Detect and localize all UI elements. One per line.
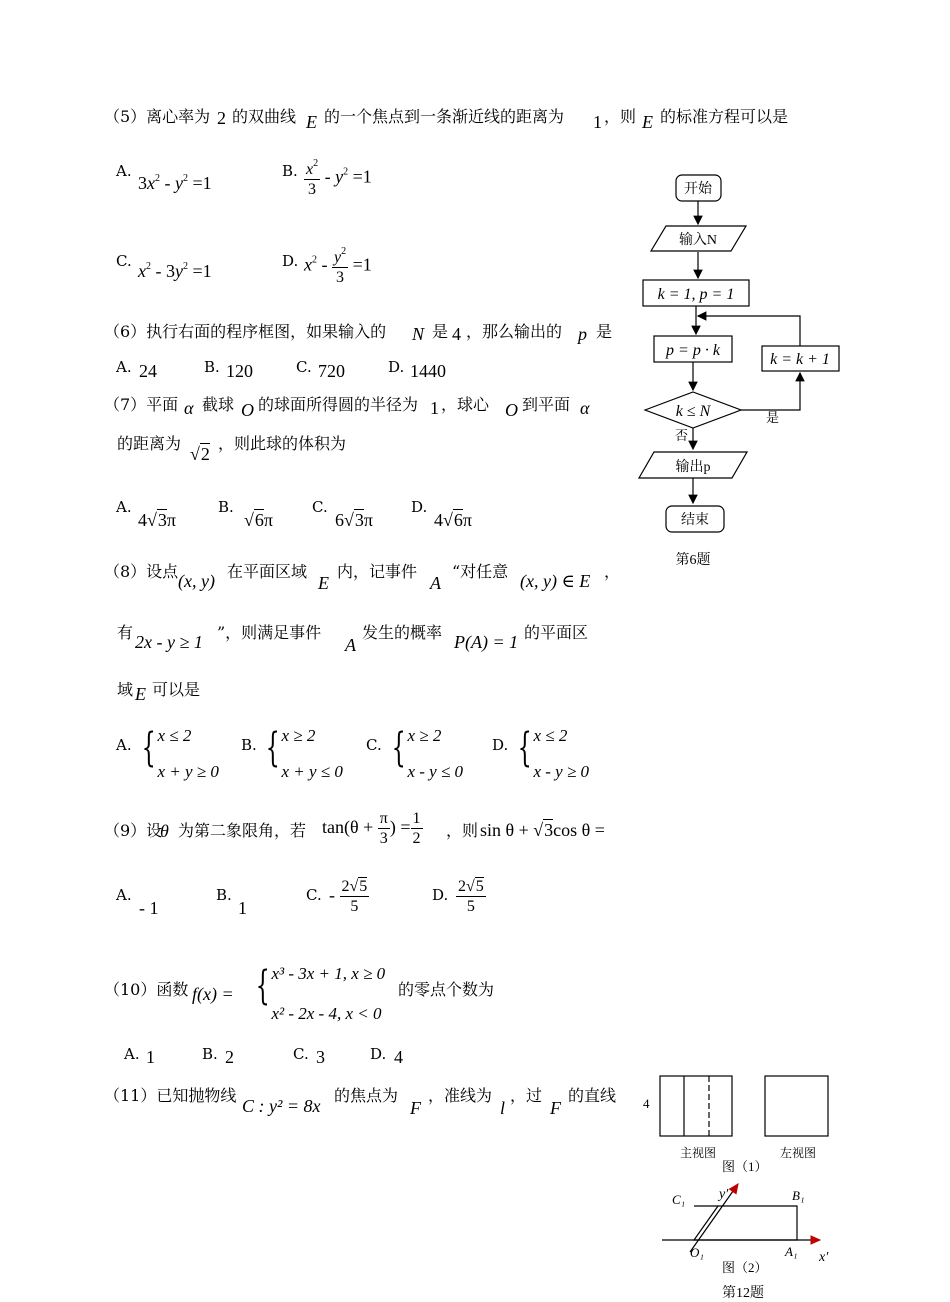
q11-text-d: ，过 — [510, 1086, 543, 1105]
q8-option-a: { x ≤ 2 x + y ≥ 0 — [141, 725, 219, 781]
q7-option-c: 6√3π — [335, 510, 373, 530]
q8-text-d: “对任意 — [452, 562, 509, 581]
q9-option-a-label: A. — [116, 886, 132, 904]
q5-eccentricity: 2 — [217, 108, 226, 128]
q9-text-c: ，则 — [446, 821, 479, 840]
front-view-caption: 主视图 — [680, 1146, 717, 1160]
q10-text-a: （10）函数 — [104, 980, 189, 999]
q5-text-e: 的标准方程可以是 — [660, 107, 789, 126]
q7-O-1: O — [241, 400, 254, 420]
q5-E2: E — [642, 112, 653, 132]
figure-12 — [630, 1065, 850, 1302]
q10-option-a: 1 — [146, 1047, 155, 1067]
q9-option-b-label: B. — [216, 886, 232, 904]
q5-option-a: $3x^2 - y^2 =1$ — [138, 173, 212, 193]
q8-text-c: 内，记事件 — [337, 562, 418, 581]
q11-l: l — [500, 1098, 506, 1118]
q7-line2b: ，则此球的体积为 — [218, 434, 347, 453]
q8-option-c: { x ≥ 2 x - y ≤ 0 — [391, 725, 464, 781]
flow-input-label: 输入N — [678, 233, 718, 248]
flow-yes-label: 是 — [766, 410, 780, 425]
front-view — [660, 1076, 732, 1136]
q8-text-b: 在平面区域 — [227, 562, 308, 581]
flow-start-label: 开始 — [684, 182, 712, 197]
q7-text-a: （7）平面 — [104, 395, 179, 414]
side-view — [765, 1076, 828, 1136]
label-y-axis: y′ — [719, 1187, 729, 1202]
flow-end-node — [666, 506, 724, 532]
q6-option-d-label: D. — [388, 358, 405, 376]
q10-option-b: 2 — [225, 1047, 234, 1067]
flow-inc-k-node — [762, 346, 839, 371]
q7-radius: 1 — [430, 398, 439, 418]
parallelogram — [694, 1206, 797, 1240]
fig12-caption: 第12题 — [722, 1286, 764, 1301]
q8-option-d: { x ≤ 2 x - y ≥ 0 — [517, 725, 590, 781]
q7-option-b-label: B. — [218, 498, 234, 516]
q6-text: （6）执行右面的程序框图，如果输入的 — [104, 322, 387, 341]
q11-F1: F — [410, 1098, 421, 1118]
fig1-caption: 图（1） — [722, 1159, 768, 1174]
q6-option-c: 720 — [318, 361, 345, 381]
q9-text-a: （9）设 — [104, 821, 163, 840]
label-O1: O₁ — [690, 1245, 704, 1260]
q7-option-d: 4√6π — [434, 510, 472, 530]
q8-option-b-label: B. — [241, 736, 257, 754]
q5-option-c-label: C. — [116, 252, 132, 270]
q8-line3b: 可以是 — [152, 680, 201, 699]
flow-init-label: k = 1, p = 1 — [657, 286, 735, 303]
q8-text-a: （8）设点 — [104, 562, 179, 581]
q9-option-c: - $\frac{2√5}{5}$ — [329, 878, 368, 915]
q6-option-c-label: C. — [296, 358, 312, 376]
q8-line3a: 域 — [117, 680, 134, 699]
q7-option-d-label: D. — [411, 498, 428, 516]
q6-option-a: 24 — [139, 361, 157, 381]
q11-text-a: （11）已知抛物线 — [104, 1086, 237, 1105]
q9-tan-expr: tan(θ + $\frac{\pi}{3}$ ) = $\frac{1}{2}$ — [322, 810, 421, 847]
q8-E1: E — [318, 573, 329, 593]
q6-N: N — [412, 324, 425, 344]
q5-text-d: ，则 — [604, 107, 637, 126]
q7-option-c-label: C. — [312, 498, 328, 516]
q5-option-b: $\frac{x^2}{3}$ - $y^2 =1$ — [306, 158, 372, 198]
q7-option-a-label: A. — [116, 498, 132, 516]
q11-text-b: 的焦点为 — [334, 1086, 399, 1105]
label-x-axis: x′ — [819, 1250, 829, 1265]
q6-option-b-label: B. — [204, 358, 220, 376]
q7-text-e: 到平面 — [522, 395, 571, 414]
q8-ineq: 2x - y ≥ 1 — [135, 632, 203, 652]
q5-option-d: $x^2$ - $\frac{y^2}{3}$ =1 — [304, 246, 372, 286]
q9-text-b: 为第二象限角，若 — [178, 821, 307, 840]
flow-cond-node — [645, 392, 741, 428]
flow-output-node — [639, 452, 747, 478]
q9-option-d-label: D. — [432, 886, 449, 904]
flow-update-p-label: p = p · k — [666, 342, 720, 359]
q11-curve: C : y² = 8x — [242, 1096, 321, 1116]
q6-val: 4 — [452, 324, 461, 344]
q8-A1: A — [430, 573, 441, 593]
q6-text2: ，那么输出的 — [466, 322, 563, 341]
q10-piecewise: { x³ - 3x + 1, x ≥ 0 x² - 2x - 4, x < 0 — [255, 963, 386, 1023]
label-B1: B₁ — [792, 1188, 805, 1203]
q8-option-a-label: A. — [116, 736, 132, 754]
flow-inc-k-label: k = k + 1 — [770, 351, 830, 368]
q8-point: (x, y) — [178, 571, 215, 591]
fig2-caption: 图（2） — [722, 1260, 768, 1275]
q9-option-c-label: C. — [306, 886, 322, 904]
flow-end-label: 结束 — [681, 513, 709, 528]
flow-caption: 第6题 — [675, 553, 711, 568]
q7-alpha-2: α — [580, 398, 590, 418]
q8-option-b: { x ≥ 2 x + y ≤ 0 — [265, 725, 343, 781]
q10-option-b-label: B. — [202, 1045, 218, 1063]
label-C1: C₁ — [672, 1192, 686, 1207]
q8-cond: (x, y) ∈ E — [520, 571, 591, 591]
q5-option-b-label: B. — [282, 162, 298, 180]
q6-option-b: 120 — [226, 361, 253, 381]
flow-update-p-node — [654, 336, 732, 362]
q11-F2: F — [550, 1098, 561, 1118]
q8-line2b: ”，则满足事件 — [217, 623, 322, 642]
label-A1: A₁ — [785, 1244, 798, 1259]
flowchart — [630, 160, 860, 580]
q9-option-d: $\frac{2√5}{5}$ — [458, 878, 484, 915]
q10-option-d: 4 — [394, 1047, 403, 1067]
q8-line2d: 的平面区 — [524, 623, 589, 642]
flow-input-node — [651, 226, 746, 251]
q7-line2: 的距离为 — [117, 434, 182, 453]
q8-prob: P(A) = 1 — [454, 632, 519, 652]
flow-init-node — [643, 280, 749, 306]
q10-option-c-label: C. — [293, 1045, 309, 1063]
q9-option-b: 1 — [238, 898, 247, 918]
q5-E1: E — [306, 112, 317, 132]
q10-text-b: 的零点个数为 — [398, 980, 495, 999]
q8-line2a: 有 — [117, 623, 134, 642]
q7-text-b: 截球 — [202, 395, 235, 414]
q8-line2c: 发生的概率 — [362, 623, 443, 642]
q5-distance: 1 — [593, 112, 602, 132]
q10-option-c: 3 — [316, 1047, 325, 1067]
q9-option-a: - 1 — [139, 898, 159, 918]
q7-alpha-1: α — [184, 398, 194, 418]
q10-option-d-label: D. — [370, 1045, 387, 1063]
flow-start-node — [676, 175, 721, 201]
fig12-dimension: 4 — [643, 1096, 650, 1111]
q9-theta: θ — [160, 821, 169, 841]
q6-p: p — [578, 324, 587, 344]
flow-no-label: 否 — [675, 428, 689, 443]
q7-text-c: 的球面所得圆的半径为 — [258, 395, 419, 414]
q10-fx: f(x) = — [192, 984, 234, 1004]
q5-option-a-label: A. — [116, 162, 132, 180]
q8-A2: A — [345, 635, 356, 655]
q10-option-a-label: A. — [124, 1045, 140, 1063]
q6-is2: 是 — [596, 322, 613, 341]
q8-option-c-label: C. — [366, 736, 382, 754]
q5-option-d-label: D. — [282, 252, 299, 270]
side-view-caption: 左视图 — [780, 1146, 817, 1160]
q8-E2: E — [135, 684, 146, 704]
q5-text-a: （5）离心率为 — [104, 107, 211, 126]
q7-sqrt2: √2 — [190, 444, 210, 464]
flow-output-label: 输出p — [675, 460, 711, 475]
q5-text-b: 的双曲线 — [232, 107, 297, 126]
q7-text-d: ，球心 — [441, 395, 490, 414]
q5-option-c: $x^2 - 3y^2 =1$ — [138, 261, 212, 281]
q6-option-d: 1440 — [410, 361, 446, 381]
q8-option-d-label: D. — [492, 736, 509, 754]
q6-is: 是 — [432, 322, 449, 341]
q5-text-c: 的一个焦点到一条渐近线的距离为 — [324, 107, 565, 126]
q11-text-e: 的直线 — [568, 1086, 617, 1105]
q9-expr: sin θ + √3cos θ = — [480, 820, 605, 840]
q11-text-c: ，准线为 — [428, 1086, 493, 1105]
q7-option-a: 4√3π — [138, 510, 176, 530]
flow-cond-label: k ≤ N — [675, 403, 711, 420]
q7-option-b: √6π — [244, 510, 273, 530]
q8-comma: ， — [604, 562, 621, 581]
y-axis-line — [690, 1184, 738, 1252]
q7-O-2: O — [505, 400, 518, 420]
q6-option-a-label: A. — [116, 358, 132, 376]
